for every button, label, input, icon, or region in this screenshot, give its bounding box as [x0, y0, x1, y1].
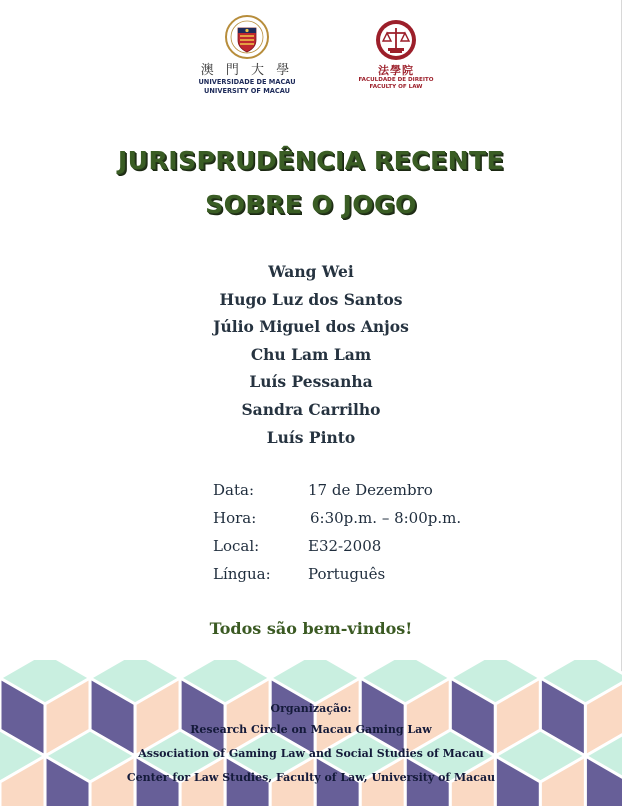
event-title-line-2: SOBRE O JOGO	[205, 190, 417, 219]
university-of-macau-logo	[195, 14, 299, 96]
time-row	[213, 504, 513, 532]
organization-block	[0, 700, 622, 790]
time-label: Hora:	[213, 509, 257, 527]
organizer-1: Research Circle on Macau Gaming Law	[190, 723, 432, 736]
language-value: Português	[308, 565, 386, 583]
language-row	[213, 560, 513, 588]
speaker-name: Sandra Carrilho	[241, 399, 381, 419]
speaker-name: Chu Lam Lam	[250, 344, 372, 364]
organizer-3: Center for Law Studies, Faculty of Law, University of Macau	[126, 771, 496, 784]
place-label: Local:	[213, 537, 260, 555]
speaker-list	[0, 258, 622, 451]
organizer-2: Association of Gaming Law and Social Studies of Macau	[138, 747, 484, 760]
date-label: Data:	[213, 481, 254, 499]
law-portuguese-name: FACULDADE DE DIREITO	[358, 77, 434, 83]
um-crest-icon	[225, 14, 269, 60]
um-chinese-name: 澳 門 大 學	[200, 63, 294, 78]
date-value: 17 de Dezembro	[308, 481, 433, 499]
speaker-name: Júlio Miguel dos Anjos	[213, 317, 409, 337]
place-row	[213, 532, 513, 560]
law-chinese-name: 法學院	[378, 64, 414, 77]
law-seal-icon	[373, 18, 419, 62]
event-title-line-1: JURISPRUDÊNCIA RECENTE	[117, 146, 505, 175]
speaker-name: Luís Pessanha	[249, 372, 373, 392]
event-details	[213, 476, 513, 588]
place-value: E32-2008	[308, 537, 382, 555]
law-english-name: FACULTY OF LAW	[369, 84, 423, 90]
welcome-message: Todos são bem-vindos!	[209, 619, 413, 638]
speaker-name: Wang Wei	[268, 262, 354, 281]
organization-heading: Organização:	[270, 702, 352, 715]
date-row	[213, 476, 513, 504]
speaker-name: Hugo Luz dos Santos	[219, 289, 403, 309]
time-value: 6:30p.m. – 8:00p.m.	[310, 509, 462, 527]
um-portuguese-name: UNIVERSIDADE DE MACAU	[198, 78, 296, 86]
language-label: Língua:	[213, 565, 271, 583]
um-english-name: UNIVERSITY OF MACAU	[204, 87, 290, 95]
faculty-of-law-logo	[352, 18, 440, 91]
speaker-name: Luís Pinto	[266, 427, 356, 447]
